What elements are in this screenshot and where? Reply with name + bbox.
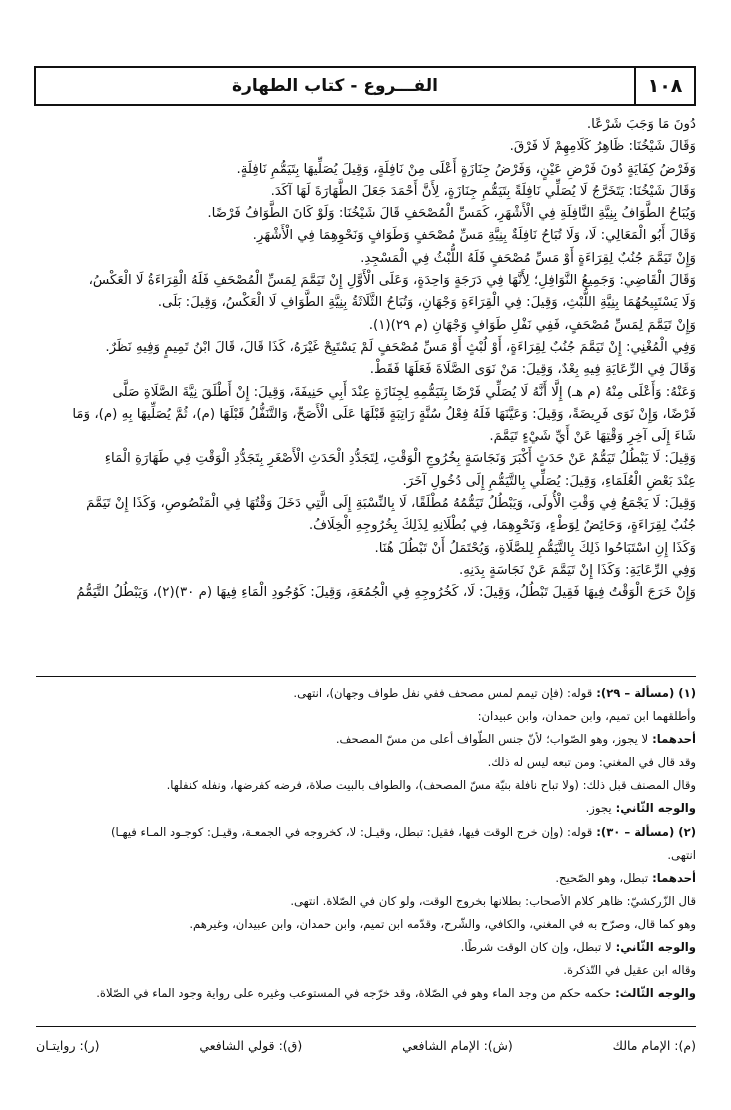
footnote-lead: والوجه الثّاني: [611,940,696,955]
footnote-line [36,867,696,890]
footnote-line [36,936,696,959]
footnote-text: قال الزّركشيّ: ظاهر كلام الأصحاب: بطلانها بخروج الوقت، ولو كان في الصّلاة. انتهى. [290,893,696,908]
footnote-lead: أحدهما: [648,732,696,747]
text-line: وَإِنْ تَيَمَّمَ لِمَسِّ مُصْحَفٍ، فَفِي نَفْلِ طَوَافٍ وَجْهَانِ (م ٢٩)(١). [368,317,696,333]
abbrev-shafii: (ش): الإمام الشافعي [402,1037,513,1053]
footnote-text: وقال المصنف قبل ذلك: (ولا تباح نافلة بنيّة مسّ المصحف)، والطواف بالبيت صلاة، فرضه كفرضها، ونفله كنفلها. [166,778,696,793]
footnote-lead: (٢) (مسألة – ٣٠): [592,824,696,839]
text-line: وَقَالَ أَبُو الْمَعَالِي: لَا، وَلَا تُبَاحُ نَافِلَةٌ بِنِيَّةِ مَسِّ مُصْحَفٍ وَطَوَافٍ وَنَحْوِهِمَا فِي الْأَشْهَرِ. [252,228,696,244]
abbrev-malik: (م): الإمام مالك [612,1037,696,1053]
footnote-line [36,797,696,820]
footer-divider [36,1026,696,1027]
footnote-text: وهو كما قال، وصرّح به في المغني، والكافي، والشّرح، وقدّمه ابن تميم، وابن حمدان، وابن عبيدان، وغيرهم. [189,916,696,931]
footnote-text: يجوز. [585,801,612,816]
footnote-text: قوله: (وإن خرج الوقت فيها، فقيل: تبطل، وقيـل: لا، كخروجه في الجمعـة، وقيـل: كوجـود المـاء فيهـا) [111,824,593,839]
footnote-line [36,982,696,1005]
footnote-text: حكمه حكم من وجد الماء وهو في الصّلاة، وقد خرّجه في المستوعب وغيره على رواية وجود الماء في الصّلاة. [96,986,612,1001]
text-line: وَإِنْ خَرَجَ الْوَقْتُ فِيهَا فَقِيلَ تَبْطُلُ، وَقِيلَ: لَا، كَخُرُوجِهِ فِي الْجُمُعَةِ، وَقِيلَ: كَوُجُودِ الْمَاءِ فِيهَا (م ٣٠)(٢)، وَيَبْطُلُ التَّيَمُّمُ [76,585,696,601]
text-line: وَفِي الرِّعَايَةِ: وَكَذَا إِنْ تَيَمَّمَ عَنْ نَجَاسَةٍ بِدَنِهِ. [458,562,696,578]
footnote-line [36,913,696,936]
text-line: دُونَ مَا وَجَبَ شَرْعًا. [586,117,696,132]
footnote-line [36,682,696,705]
abbrev-two-narrations: (ر): روايتـان [36,1037,100,1053]
footnote-text: وأطلقهما ابن تميم، وابن حمدان، وابن عبيدان: [477,709,696,724]
footnote-lead: (١) (مسألة – ٢٩): [592,686,696,700]
footnote-lead: أحدهما: [648,870,696,885]
footnote-line [36,705,696,728]
footnotes [36,682,696,1005]
page-number: ١٠٨ [634,68,694,104]
abbreviation-key [36,1034,696,1056]
footnote-text: وقد قال في المغني: ومن تبعه ليس له ذلك. [487,755,696,770]
running-title: الفـــروع - كتاب الطهارة [232,76,438,96]
text-line: وَفِي الْمُغْنِي: إِنْ تَيَمَّمَ جُنُبٌ لِقِرَاءَةٍ، أَوْ لُبْثٍ أَوْ مَسِّ مُصْحَفٍ لَمْ يَسْتَبِحْ غَيْرَهُ، كَذَا قَالَ، قَالَ ابْنُ تَمِيمٍ وَفِيهِ نَظَرٌ. [105,339,696,355]
footnote-line [36,890,696,913]
footnote-line [36,959,696,982]
footnote-line [36,728,696,751]
main-text [36,114,696,605]
footnote-text: لا تبطل، وإن كان الوقت شرطًا. [460,940,612,955]
footnote-line [36,821,696,844]
footnote-lead: والوجه الثّاني: [611,801,696,816]
text-line: وَقَالَ الْقَاضِي: وَجَمِيعُ النَّوَافِلِ؛ لِأَنَّهَا فِي دَرَجَةٍ وَاحِدَةٍ، وَعَلَى الْأَوَّلِ إِنْ تَيَمَّمَ لِمَسِّ الْمُصْحَفِ فَلَهُ الْقِرَاءَةُ لَا الْعَكْسُ، [88,273,696,289]
footnote-text: انتهى. [667,847,696,862]
text-line: وَعَنْهُ: وَأَعْلَى مِنْهُ (م هـ) إِلَّا أَنَّهُ لَا يُصَلِّي فَرْضًا بِتَيَمُّمِهِ لِجِنَازَةٍ عِنْدَ أَبِي حَنِيفَةَ، وَقِيلَ: إِنْ أَطْلَقَ نِيَّةَ الصَّلَاةِ صَلَّى [112,384,696,400]
text-line: فَرْضًا، وَإِنْ نَوَى فَرِيضَةً، وَقِيلَ: وَعَيَّنَهَا فَلَهُ فِعْلُ سُنَّةٍ رَاتِبَةٍ قَبْلَهَا عَلَى الْأَصَحِّ، وَالتَّنَفُّلُ قَبْلَهَا (م)، ثُمَّ يُصَلِّيهَا بِهِ (م)، وَمَا [72,406,696,422]
abbrev-shafii-two-views: (ق): قولي الشافعي [199,1037,303,1053]
footnote-divider [36,676,696,677]
text-line: وَلَا يَسْتَبِيحُهُمَا بِنِيَّةِ اللُّبْثِ، وَقِيلَ: فِي الْقِرَاءَةِ وَجْهَانِ، وَتُبَاحُ الثَّلَاثَةُ بِنِيَّةِ الطَّوَافِ لَا الْعَكْسُ، وَقِيلَ: بَلَى. [157,295,696,311]
footnote-text: قوله: (فإن تيمم لمس مصحف ففي نفل طواف وجهان)، انتهى. [293,686,593,700]
text-line: جُنُبٌ لِقِرَاءَةٍ، وَحَائِضٌ لِوَطْءٍ، وَنَحْوِهِمَا، فِي بُطْلَانِهِ لِذَلِكَ بِخُرُوجِهِ الْخِلَافُ. [308,518,696,534]
text-line: وَقِيلَ: لَا يَبْطُلُ تَيَمُّمٌ عَنْ حَدَثٍ أَكْبَرَ وَنَجَاسَةٍ بِخُرُوجِ الْوَقْتِ، لِتَجَدُّدِ الْحَدَثِ الْأَصْغَرِ بِتَجَدُّدِ الْوَقْتِ فِي طَهَارَةِ الْمَاءِ [104,451,696,467]
text-line: وَكَذَا إِنِ اسْتَبَاحُوا ذَلِكَ بِالتَّيَمُّمِ لِلصَّلَاةِ، وَيُحْتَمَلُ أَنْ تَبْطُلَ هُنَا. [374,540,696,556]
footnote-line [36,751,696,774]
text-line: وَقَالَ شَيْخُنَا: ظَاهِرُ كَلَامِهِمْ لَا فَرْقَ. [509,139,696,155]
footnote-lead: والوجه الثّالث: [611,986,696,1001]
footnote-text: تبطل، وهو الصّحيح. [555,870,649,885]
text-line: وَيُبَاحُ الطَّوَافُ بِنِيَّةِ النَّافِلَةِ فِي الْأَشْهَرِ، كَمَسِّ الْمُصْحَفِ قَالَ شَيْخُنَا: وَلَوْ كَانَ الطَّوَافُ فَرْضًا. [207,206,696,222]
footnote-text: لا يجوز، وهو الصّواب؛ لأنّ جنس الطّواف أعلى من مسّ المصحف. [335,732,649,747]
text-line: وَقَالَ فِي الرِّعَايَةِ فِيهِ بِعْدٌ، وَقِيلَ: مَنْ نَوَى الصَّلَاةَ فَعَلَهَا فَقَطْ. [369,362,696,378]
text-line: شَاءَ إِلَى آخِرِ وَقْتِهَا عَنْ أَيِّ شَيْءٍ تَيَمَّمَ. [489,429,696,445]
page-header [34,66,696,106]
footnote-line [36,774,696,797]
footnote-line [36,844,696,867]
text-line: وَإِنْ تَيَمَّمَ جُنُبٌ لِقِرَاءَةٍ أَوْ مَسِّ مُصْحَفٍ فَلَهُ اللُّبْثُ فِي الْمَسْجِدِ. [360,250,696,266]
footnote-text: وقاله ابن عقيل في التّذكرة. [563,963,696,978]
text-line: وَقِيلَ: لَا يَجْمَعُ فِي وَقْتِ الْأُولَى، وَيَبْطُلُ تَيَمُّمُهُ مُطْلَقًا، لَا بِالنِّسْبَةِ إِلَى الَّتِي دَخَلَ وَقْتُهَا فِي الْمَنْصُوصِ، وَكَذَا إِنْ تَيَمَّمَ [86,496,696,512]
text-line: وَفَرْضُ كِفَايَةٍ دُونَ فَرْضِ عَيْنٍ، وَفَرْضُ جِنَازَةٍ أَعْلَى مِنْ نَافِلَةٍ، وَقِيلَ يُصَلِّيهَا بِتَيَمُّمِ نَافِلَةٍ. [236,161,696,177]
text-line: وَقَالَ شَيْخُنَا: يَتَخَرَّجُ لَا يُصَلِّي نَافِلَةً بِتَيَمُّمِ جِنَازَةٍ، لِأَنَّ أَحْمَدَ جَعَلَ الطَّهَارَةَ لَهَا آكَدَ. [270,183,696,199]
text-line: عِنْدَ بَعْضِ الْعُلَمَاءِ، وَقِيلَ: يُصَلِّي بِالتَّيَمُّمِ إِلَى دُخُولِ آخَرَ. [402,473,696,489]
